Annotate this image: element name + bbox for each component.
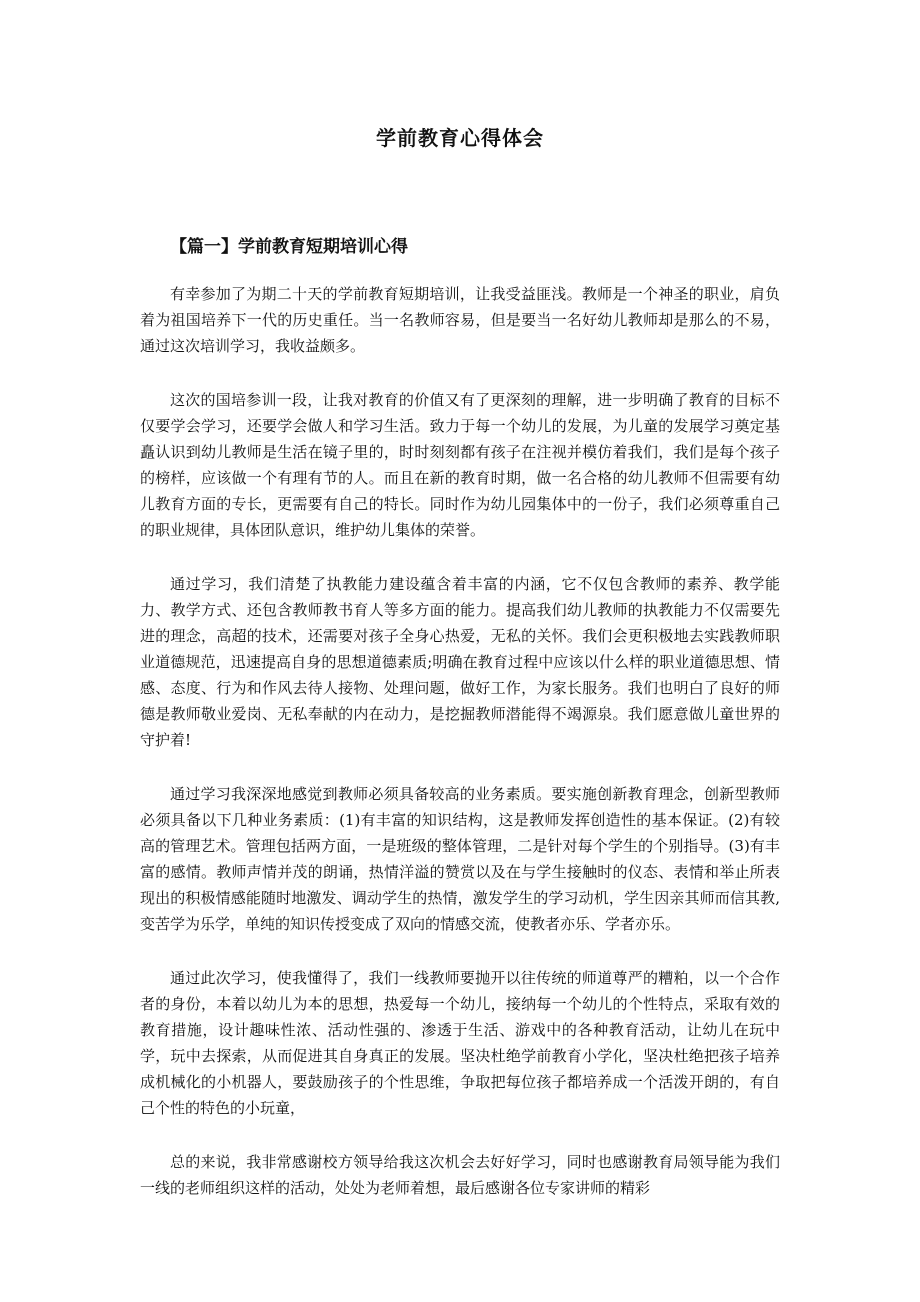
paragraph: 有幸参加了为期二十天的学前教育短期培训，让我受益匪浅。教师是一个神圣的职业，肩负着为祖国培养下一代的历史重任。当一名教师容易，但是要当一名好幼儿教师却是那么的不易，通过这次培训学习，我收益颇多。	[140, 285, 780, 355]
section-heading: 【篇一】学前教育短期培训心得	[170, 237, 408, 257]
paragraph: 这次的国培参训一段，让我对教育的价值又有了更深刻的理解，进一步明确了教育的目标不仅要学会学习，还要学会做人和学习生活。致力于每一个幼儿的发展，为儿童的发展学习奠定基矗认识到幼儿教师是生活在镜子里的，时时刻刻都有孩子在注视并模仿着我们，我们是每个孩子的榜样，应该做一个有理有节的人。而且在新的教育时期，做一名合格的幼儿教师不但需要有幼儿教育方面的专长，更需要有自己的特长。同时作为幼儿园集体中的一份子，我们必须尊重自己的职业规律，具体团队意识，维护幼儿集体的荣誉。	[140, 391, 780, 539]
document-title: 学前教育心得体会	[376, 126, 544, 150]
paragraph: 总的来说，我非常感谢校方领导给我这次机会去好好学习，同时也感谢教育局领导能为我们一线的老师组织这样的活动，处处为老师着想，最后感谢各位专家讲师的精彩	[140, 1153, 780, 1197]
document-body	[140, 281, 780, 1229]
paragraph: 通过学习我深深地感觉到教师必须具备较高的业务素质。要实施创新教育理念，创新型教师必须具备以下几种业务素质：(1)有丰富的知识结构，这是教师发挥创造性的基本保证。(2)有较高的管理艺术。管理包括两方面，一是班级的整体管理，二是针对每个学生的个别指导。(3)有丰富的感情。教师声情并茂的朗诵，热情洋溢的赞赏以及在与学生接触时的仪态、表情和举止所表现出的积极情感能随时地激发、调动学生的热情，激发学生的学习动机，学生因亲其师而信其教,变苦学为乐学，单纯的知识传授变成了双向的情感交流，使教者亦乐、学者亦乐。	[140, 785, 780, 933]
paragraph: 通过学习，我们清楚了执教能力建设蕴含着丰富的内涵，它不仅包含教师的素养、教学能力、教学方式、还包含教师教书育人等多方面的能力。提高我们幼儿教师的执教能力不仅需要先进的理念，高超的技术，还需要对孩子全身心热爱，无私的关怀。我们会更积极地去实践教师职业道德规范，迅速提高自身的思想道德素质;明确在教育过程中应该以什么样的职业道德思想、情感、态度、行为和作风去待人接物、处理问题，做好工作，为家长服务。我们也明白了良好的师德是教师敬业爱岗、无私奉献的内在动力，是挖掘教师潜能得不竭源泉。我们愿意做儿童世界的守护着!	[140, 575, 780, 749]
paragraph: 通过此次学习，使我懂得了，我们一线教师要抛开以往传统的师道尊严的糟粕，以一个合作者的身份，本着以幼儿为本的思想，热爱每一个幼儿，接纳每一个幼儿的个性特点，采取有效的教育措施，设计趣味性浓、活动性强的、渗透于生活、游戏中的各种教育活动，让幼儿在玩中学，玩中去探索，从而促进其自身真正的发展。坚决杜绝学前教育小学化，坚决杜绝把孩子培养成机械化的小机器人，要鼓励孩子的个性思维，争取把每位孩子都培养成一个活泼开朗的，有自己个性的特色的小玩童，	[140, 969, 780, 1117]
